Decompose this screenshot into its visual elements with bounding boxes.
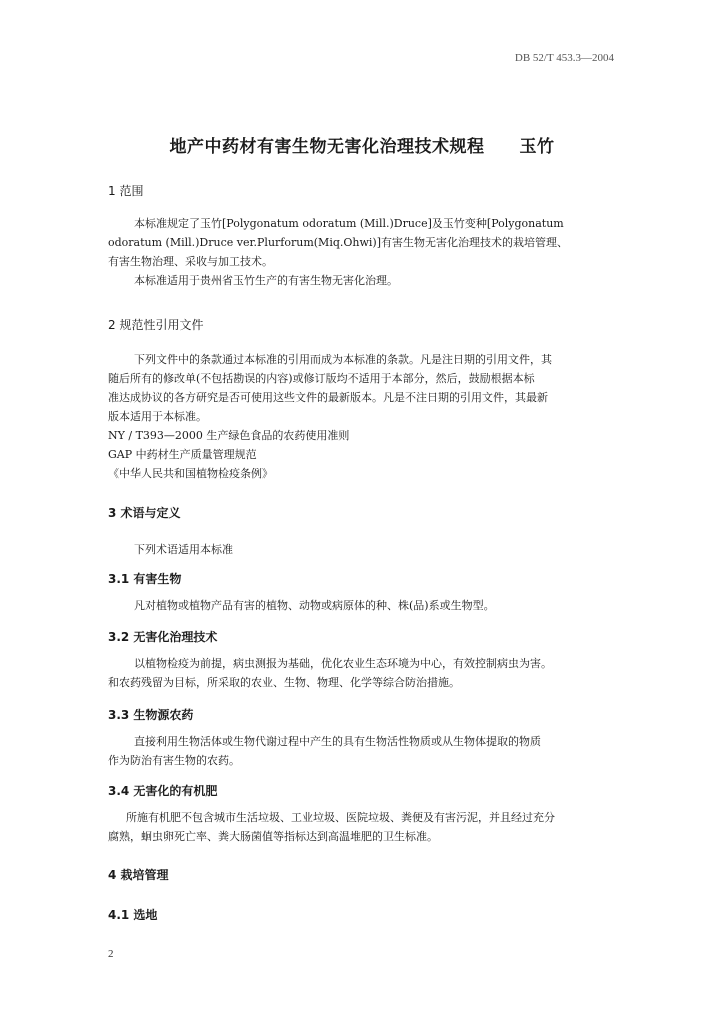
section-heading-cultivation: 4 栽培管理: [108, 868, 169, 882]
paragraph-line: 下列文件中的条款通过本标准的引用而成为本标准的条款。凡是注日期的引用文件，其: [134, 353, 552, 366]
section-heading-biopesticide: 3.3 生物源农药: [108, 708, 194, 722]
section-heading-organic-fertilizer: 3.4 无害化的有机肥: [108, 784, 218, 798]
paragraph-line: 本标准适用于贵州省玉竹生产的有害生物无害化治理。: [134, 274, 398, 287]
section-heading-site-selection: 4.1 选地: [108, 908, 158, 922]
section-heading-scope: 1 范围: [108, 184, 144, 198]
paragraph-line: 凡对植物或植物产品有害的植物、动物或病原体的种、株(品)系或生物型。: [134, 599, 495, 612]
paragraph-line: 作为防治有害生物的农药。: [108, 754, 240, 767]
terms-intro: [108, 540, 616, 559]
paragraph-line: 准达成协议的各方研究是否可使用这些文件的最新版本。凡是不注日期的引用文件，其最新: [108, 391, 548, 404]
paragraph-line: 版本适用于本标准。: [108, 410, 207, 423]
document-code: DB 52/T 453.3—2004: [514, 52, 614, 64]
paragraph-line: odoratum (Mill.)Druce ver.Plurforum(Miq.Ohwi)]有害生物无害化治理技术的栽培管理、: [108, 236, 568, 249]
page-number: 2: [108, 948, 114, 960]
paragraph-line: 以植物检疫为前提，病虫测报为基础，优化农业生态环境为中心，有效控制病虫为害。: [134, 657, 552, 670]
harmless-control-definition: [108, 654, 616, 692]
section-heading-pest: 3.1 有害生物: [108, 572, 182, 586]
paragraph-line: 腐熟，蛔虫卵死亡率、粪大肠菌值等指标达到高温堆肥的卫生标准。: [108, 830, 438, 843]
reference-item: GAP 中药材生产质量管理规范: [108, 448, 257, 461]
paragraph-line: 和农药残留为目标，所采取的农业、生物、物理、化学等综合防治措施。: [108, 676, 460, 689]
paragraph-line: 下列术语适用本标准: [134, 543, 233, 556]
paragraph-line: 有害生物治理、采收与加工技术。: [108, 255, 273, 268]
paragraph-line: 所施有机肥不包含城市生活垃圾、工业垃圾、医院垃圾、粪便及有害污泥，并且经过充分: [126, 811, 555, 824]
pest-definition: [108, 596, 616, 615]
reference-item: NY / T393—2000 生产绿色食品的农药使用准则: [108, 429, 350, 442]
reference-item: 《中华人民共和国植物检疫条例》: [108, 467, 273, 480]
scope-paragraph: [108, 214, 616, 290]
references-paragraph: [108, 350, 616, 483]
paragraph-line: 直接利用生物活体或生物代谢过程中产生的具有生物活性物质或从生物体提取的物质: [134, 735, 541, 748]
biopesticide-definition: [108, 732, 616, 770]
section-heading-references: 2 规范性引用文件: [108, 318, 204, 332]
section-heading-harmless-control: 3.2 无害化治理技术: [108, 630, 218, 644]
organic-fertilizer-definition: [108, 808, 616, 846]
paragraph-line: 随后所有的修改单(不包括勘误的内容)或修订版均不适用于本部分，然后，鼓励根据本标: [108, 372, 535, 385]
page-title: 地产中药材有害生物无害化治理技术规程 玉竹: [169, 137, 555, 157]
paragraph-line: 本标准规定了玉竹[Polygonatum odoratum (Mill.)Druce]及玉竹变种[Polygonatum: [134, 217, 564, 230]
section-heading-terms: 3 术语与定义: [108, 506, 181, 520]
